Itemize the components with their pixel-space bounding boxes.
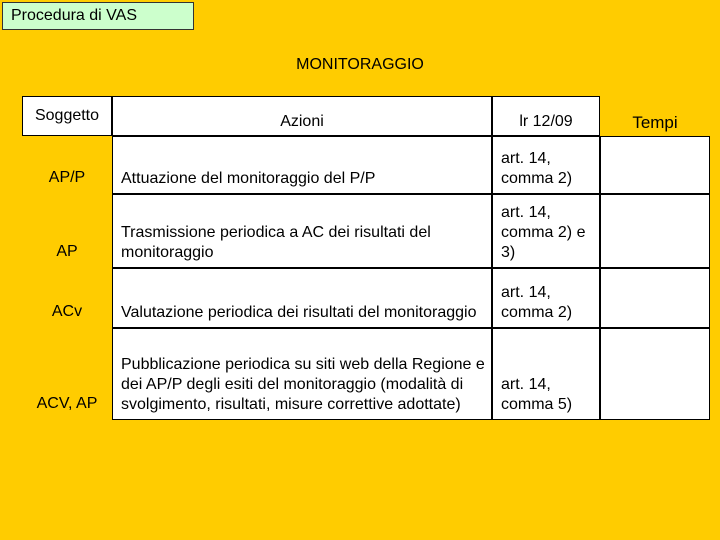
row-2-lr: art. 14, comma 2) e 3) xyxy=(492,194,600,268)
header-tempi: Tempi xyxy=(632,113,678,132)
row-4-azione: Pubblicazione periodica su siti web della Regione e dei AP/P degli esiti del monitoraggio (modalità di svolgimento, risultati, misure correttive adottate) xyxy=(112,328,492,420)
row-4-soggetto: ACV, AP xyxy=(36,395,98,412)
row-2-tempi xyxy=(600,194,710,268)
header-lr: lr 12/09 xyxy=(492,96,600,136)
page-title: MONITORAGGIO xyxy=(296,56,424,73)
header-azioni: Azioni xyxy=(112,96,492,136)
header-soggetto: Soggetto xyxy=(22,96,112,136)
row-3-lr: art. 14, comma 2) xyxy=(492,268,600,328)
row-3-azione: Valutazione periodica dei risultati del monitoraggio xyxy=(112,268,492,328)
row-1-lr: art. 14, comma 2) xyxy=(492,136,600,194)
row-4-tempi xyxy=(600,328,710,420)
row-4-lr: art. 14, comma 5) xyxy=(492,328,600,420)
row-1-azione: Attuazione del monitoraggio del P/P xyxy=(112,136,492,194)
row-2-soggetto: AP xyxy=(56,243,78,260)
row-2-azione: Trasmissione periodica a AC dei risultati del monitoraggio xyxy=(112,194,492,268)
procedure-tag: Procedura di VAS xyxy=(2,2,194,30)
row-1-tempi xyxy=(600,136,710,194)
row-3-soggetto: ACv xyxy=(51,303,83,320)
row-1-soggetto: AP/P xyxy=(48,169,86,186)
row-3-tempi xyxy=(600,268,710,328)
